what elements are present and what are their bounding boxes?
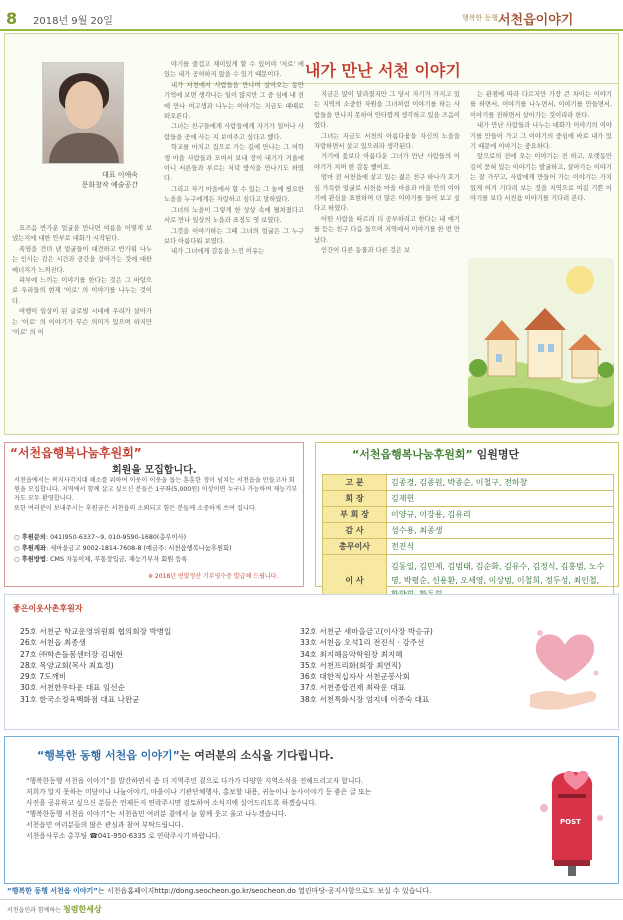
table-row: 이 사 김동일, 김민제, 김범태, 김순화, 김유수, 김정식, 김홍범, 노수명, 박평순, 신용환, 오세영, 이상범, 이철희, 정두성, 최인철, (323, 555, 614, 607)
recruit-title: “서천읍행복나눔후원회” (10, 446, 142, 460)
story-column-4: 는 관점에 따라 다르지만 가장 큰 차이는 이야기를 하면서, 이야기를 나누면서, 이야기를 만들면서, 이야기를 전하면서 살아가는 것이리라 한다. 내가 만난 사람들과 나누는 대화가 이야기의 이야기를 만들어 가고 그 이야기의 중심에 바로 내가 있기 때문에 이야기는 중요하다. 앞으로의 전에 오는 이야기는 전 하고, 오랫동안 깊이 묻혀 있는 이야기는 발굴하고, 살아가는 이야기는 잘 가꾸고, 사람에게 만들어 가는 이야기는 가치 있게 여겨 기다려 보는 것을 지역으로 여길 기쁜 이야기를 보다 서천읍 이야기를 기다려 본다. (470, 91, 612, 203)
list-item: 28호 목양교회(목사 최효정) (20, 660, 114, 670)
list-item: 36호 대한적십자사 서천군봉사회 (300, 672, 410, 682)
footer-notice: “행복한 동행 서천읍 이야기”는 서천읍홈페이지http://dong.seocheon.go.kr/seocheon.do 열린마당-공지사항으로도 보실 수 있습니다. (7, 887, 432, 895)
story-title: 내가 만난 서천 이야기 (305, 61, 461, 80)
officers-table (322, 474, 614, 607)
recruit-body: 서천읍에서는 복지사각지대 해소를 위하여 이웃이 이웃을 돕는 훈훈한 정이 넘치는 서천읍을 만들고자 회원을 모집합니다. 지역에서 함께 살고 싶으신 분들은 1구좌(5,000원) 이상이면 누구나 가능하며 재능기부자도 모두 환영합니다. 또한 여러분이 보내주시는 후원금은 서천읍의 소외되고 힘든 분들께 소중하게 쓰여 집니다. (14, 477, 298, 512)
list-item: 26호 서천읍 최종생 (20, 638, 86, 648)
postbox-label: POST (560, 818, 581, 826)
list-item: 29호 7도깨비 (20, 672, 67, 682)
list-item: 25호 서천군 학교운영위원회 협의회장 박병일 (20, 627, 172, 636)
list-item: 30호 서천한우타운 대표 임선순 (20, 683, 125, 693)
list-item: 38호 서천특화시장 엄지네 이종숙 대표 (300, 694, 430, 704)
list-item: 27호 ㈜학손돌봄센터장 김내현 (20, 649, 123, 659)
author-photo (42, 62, 124, 164)
donors-list-right (300, 626, 433, 705)
donors-list-left (20, 626, 171, 705)
story-column-3: 지금은 많이 달라졌지만 그 당시 자기가 가지고 있는 지역의 소중한 자원을 그녀처럼 이야기를 하는 사람들을 만나지 못하여 안타깝게 생각하고 있을 즈음이었다. 그녀는 지금도 서천의 아름다움을 자신의 노을을 자랑하면서 살고 있으리라 생각된다. 거기에 꽃보다 아름다운 그녀가 만난 사람들의 이야기가 지며 한 감동 했어요. 엄마 전 서천읍에 살고 있는 젊은 친구 하나가 호기심 가득한 얼굴로 서천읍 마을 마을과 마을 안의 이야기에 관심을 표현하며 더 많은 이야기를 들어 보고 싶다고 하였다. 어떤 사람을 따르려 더 공부하려고 한다는 내 얘기를 듣는 친구 다음 들으며 지역에서 이야기를 한 번 만났다. 인간이 다른 동물과 다른 것은 보 (314, 91, 460, 255)
table-row: 총무이사 전진식 (323, 539, 614, 555)
table-row: 회 장 김재헌 (323, 491, 614, 507)
footer-divider (0, 899, 623, 900)
brand-title: 서천읍이야기 (498, 13, 574, 28)
header-divider (0, 29, 623, 31)
recruit-subtitle: 회원을 모집합니다. (112, 465, 197, 476)
footer-slogan: 서천읍민과 함께하는 청렴한세상 (7, 905, 102, 914)
donors-title: 좋은이웃사촌후원자 (13, 604, 83, 613)
table-row: 감 사 성수용, 최종생 (323, 523, 614, 539)
page-number: 8 (6, 9, 18, 28)
recruit-item: ○ 후원방법: CMS 자동이체, 무통장입금, 재능기부자 회원 등록 (14, 556, 188, 563)
newsletter-body: “행복한동행 서천읍 이야기”를 발간하면서 좀 더 지역주민 곁으로 다가가 다양한 지역소식을 전해드리고자 합니다. 저희가 알지 못하는 미담이나 나눔이야기, 마을이나 기관단체행사, 홍보할 내용, 귀농이나 농사이야기 등 좋은 글 또는 사진을 공유하고 싶으신 분들은 언제든지 연락주시면 검토하여 소식지에 실어드리도록 하겠습니다. “행복한동행 서천읍 이야기”는 서천읍민 여러분 곁에서 늘 함께 웃고 울고 나누겠습니다. 서천읍민 여러분들의 많은 관심과 참여 부탁드립니다. 서천읍사무소 총무팀 ☎041-950-6335 로 연락주시기 바랍니다. (26, 777, 372, 840)
brand-tagline: 행복한 동행 (462, 14, 499, 22)
table-row: 고 문 김종경, 김종원, 박종순, 이철구, 전하창 (323, 475, 614, 491)
village-illustration (468, 258, 614, 428)
list-item: 34호 최지혜음악학원장 최지혜 (300, 649, 403, 659)
list-item: 37호 서천종합건재 최락운 대표 (300, 683, 405, 693)
author-name: 대표 이애숙 (101, 171, 138, 179)
list-item: 31호 한국소정육백화점 대표 나완균 (20, 694, 140, 704)
issue-date: 2018년 9월 20일 (33, 16, 113, 27)
table-row: 부 회 장 이양규, 이강용, 김유리 (323, 507, 614, 523)
officers-title: “서천읍행복나눔후원회” 임원명단 (352, 448, 520, 461)
postbox-icon (536, 768, 608, 878)
recruit-note: ※ 2018년 연말정산 기부영수증 발급해 드립니다. (148, 573, 279, 580)
story-column-1: 요즈음 반가운 얼굴을 만나면 여름을 어떻게 보냈는지에 대한 안부로 대화가 시작된다. 폭염을 견뎌 낸 얼굴들이 대견하고 반가워 나누는 인사는 감은 시간과 공간을 살아가는 것에 대한 에너지가 느껴진다. 피부에 느끼는 이야기를 한다는 것은 그 바탕으로 우리들의 현재 '이로' 의 이야기를 나누는 것이다. 여행이 일상이 된 글로벌 시대에 우리가 살아가는 '이로' 의 이야기가 무슨 의미가 있으며 하지만 '이로' 의 이 (12, 225, 152, 337)
recruit-item: ○ 후원문의: 041)950-6337~9, 010-9590-1680(총무이사) (14, 534, 187, 541)
list-item: 33호 서천읍 오석1리 전진식 · 강주선 (300, 638, 425, 648)
list-item: 35호 서천프리화(회장 최연직) (300, 660, 402, 670)
recruit-item: ○ 후원계좌: 새마을금고 9002-1814-7608-8 (예금주: 서천읍행복나눔후원회) (14, 545, 232, 552)
list-item: 32호 서천군 새마을금고(이사장 박승규) (300, 627, 433, 636)
heart-hand-icon (520, 615, 610, 723)
newsletter-title: “행복한 동행 서천읍 이야기”는 여러분의 소식을 기다립니다. (37, 749, 334, 762)
author-org: 문화창작 예술공간 (81, 181, 138, 189)
story-column-2: 야기를 즐겁고 재미있게 할 수 있어야 '저로' 에 있는 내가 공허하지 않을 수 있기 때문이다. 내가 서천에서 사람들을 만나며 살아오는 동안 기억에 보면 생각나는 일이 많지만 그 중 심에 내 전에 만나 여고생과 나누는 이야기는 지금도 때때로 떠오른다. 그녀는 친구들에게 사람들에게 자기가 일어나 사람들을 곳에 사는 지 보여주고 싶다고 했다. 학교를 마치고 집으로 가는 길에 만나는 그 여학생 마을 사람들과 모여서 보내 장이 내기가 겨울에 아니 서른들과 부르는 저녁 방식을 만나기도 하였다. 그리고 자기 마을에서 할 수 있는 그 놀에 필요한 노을을 누구에게든 자랑하고 싶다고 말하였다. 그녀의 노을이 그렇게 한 상상 속에 펼쳐졌다고 서로 만나 일상의 노을과 표정도 엿 보였다. 그것을 이야기하는 그때 그녀의 얼굴은 그 누구 보다 아름다워 보였다. 내가 그녀에게 감동을 느낀 이유는 (164, 61, 304, 256)
